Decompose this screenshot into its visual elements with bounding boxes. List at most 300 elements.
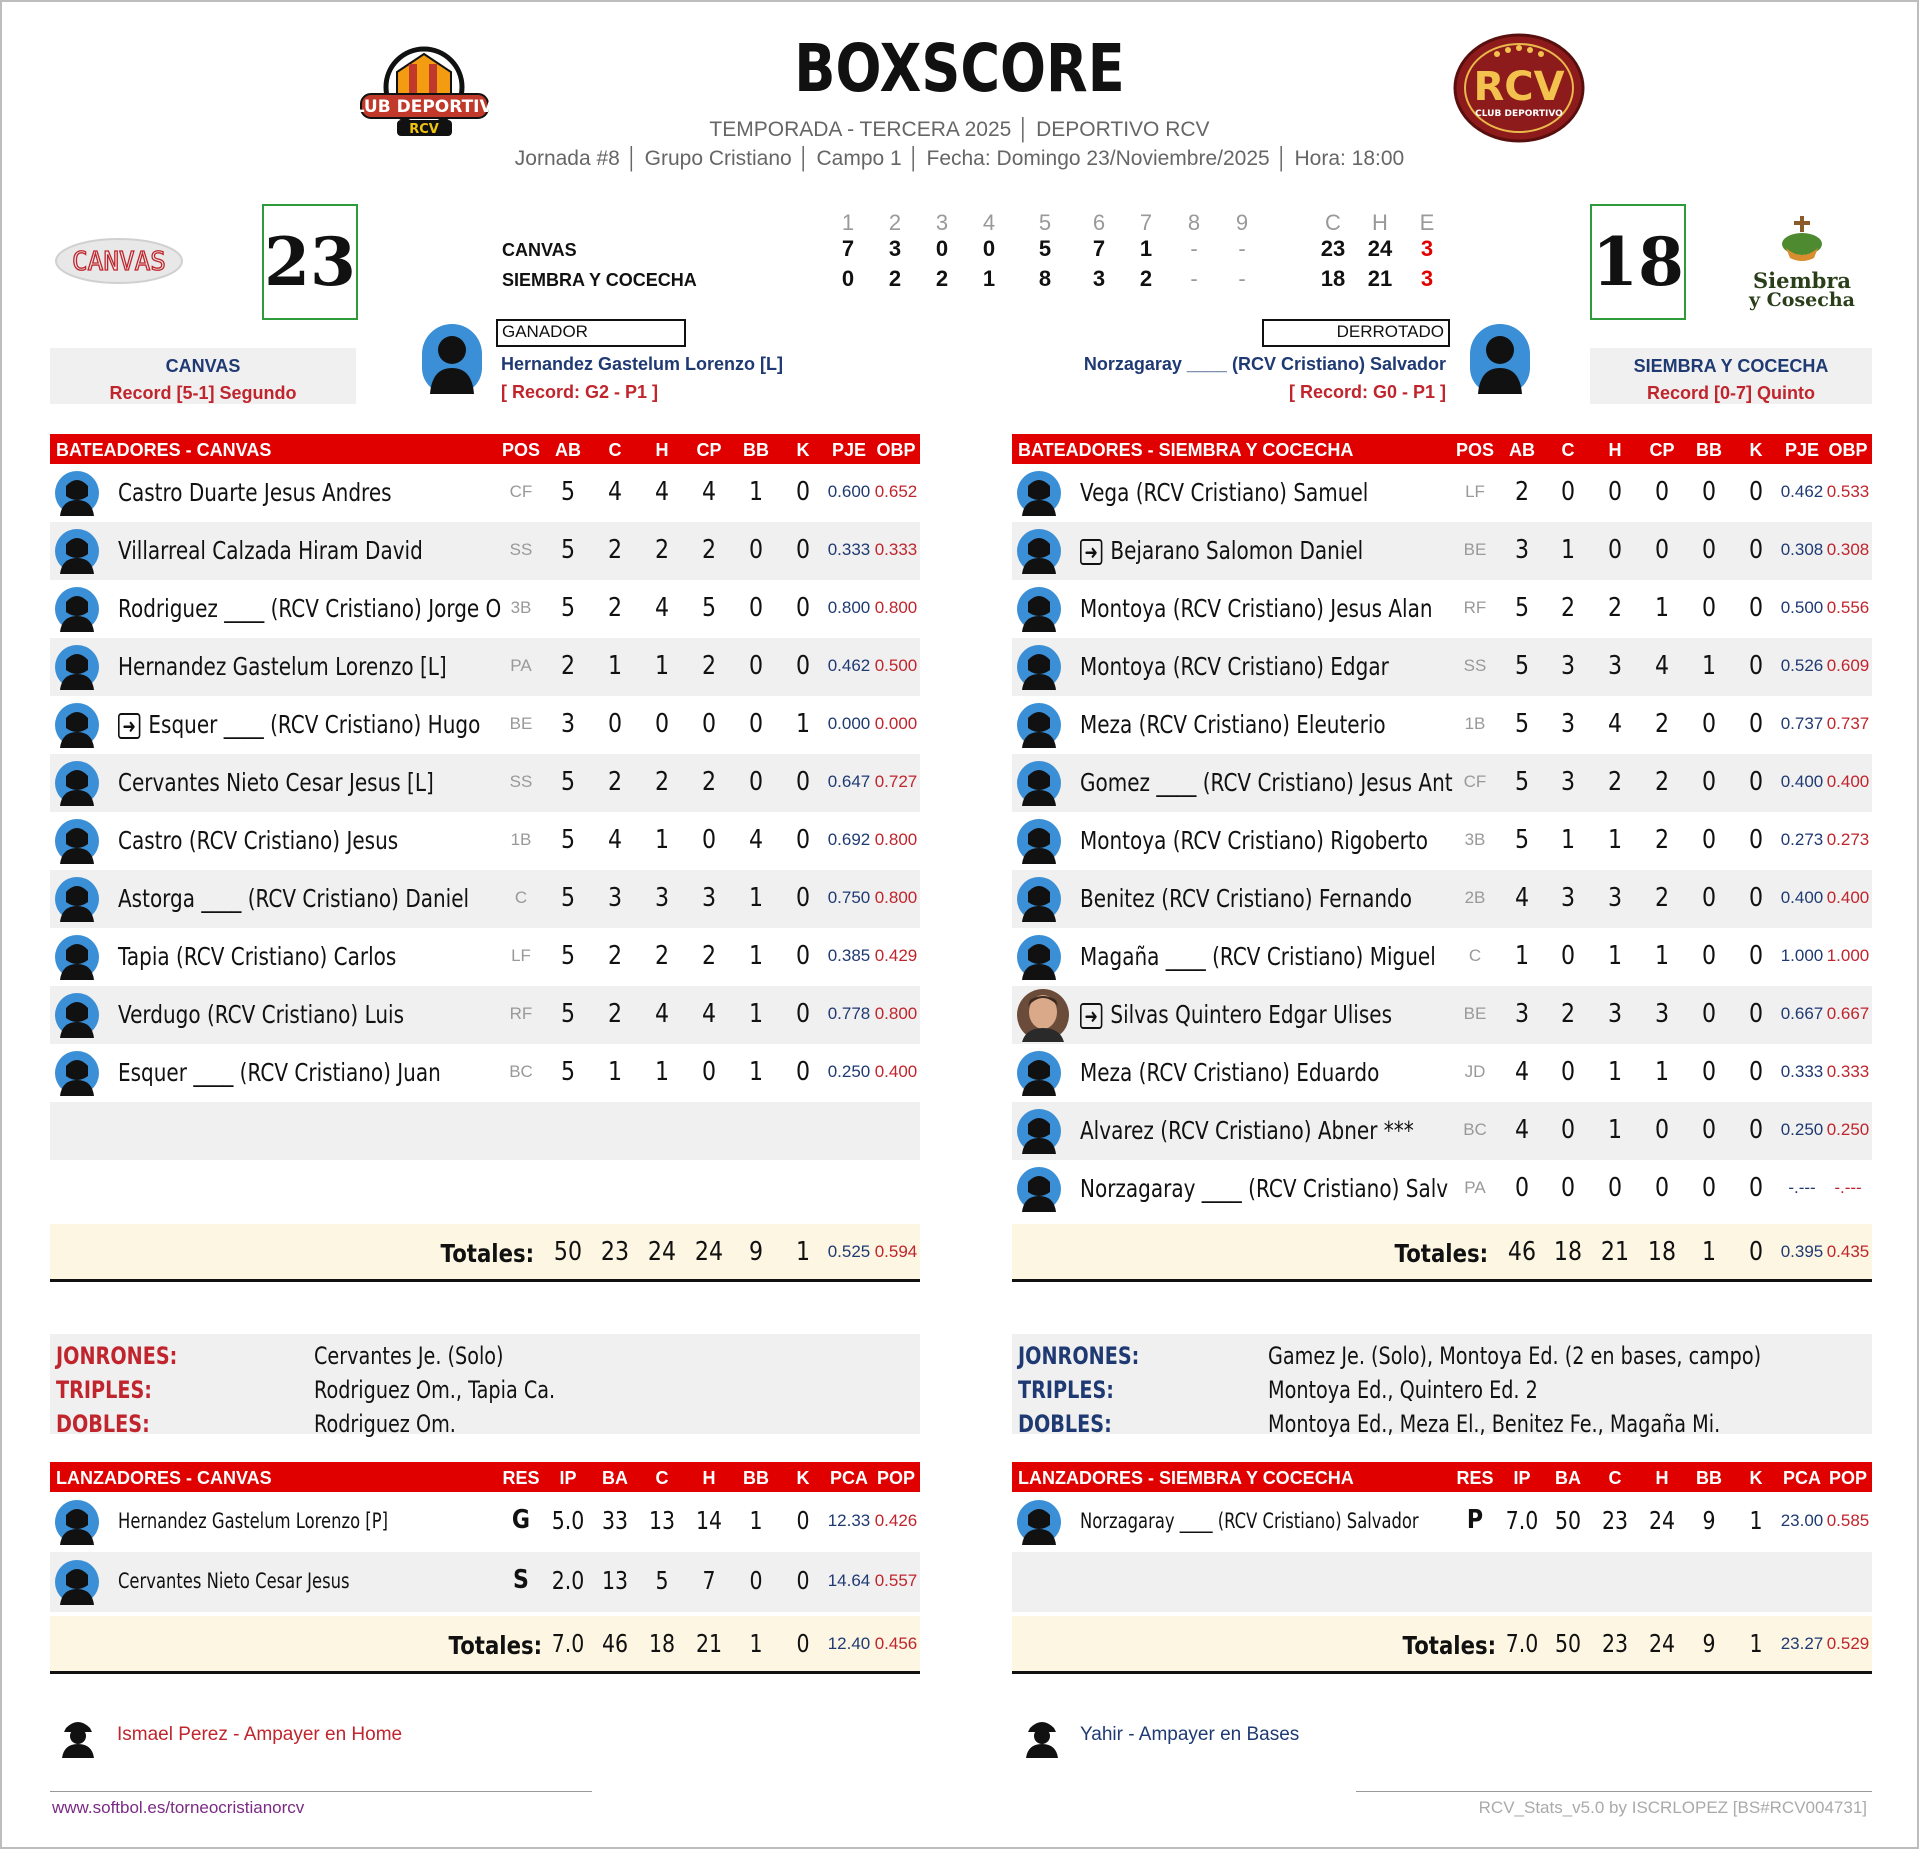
- stat-k: 0: [796, 1566, 810, 1595]
- stat-cp: 0: [1654, 1173, 1670, 1203]
- stat-obp: 0.400: [874, 1062, 918, 1081]
- inning-header: 9: [1235, 210, 1249, 235]
- batter-name: [1080, 768, 1453, 797]
- stat-c: 2: [1560, 999, 1576, 1029]
- winner-label: GANADOR: [496, 319, 686, 347]
- stat-ip: 5.0: [551, 1506, 585, 1535]
- stat-pop: 0.585: [1826, 1511, 1870, 1530]
- stat-c: 0: [1560, 941, 1576, 971]
- stat-h: 1: [654, 825, 670, 855]
- stat-k: 0: [1748, 709, 1764, 739]
- batter-row: [1012, 1160, 1872, 1218]
- stat-h: 4: [1607, 709, 1623, 739]
- stat-ab: 5: [560, 1057, 576, 1087]
- inning-runs: 5: [1038, 236, 1052, 261]
- inning-header: 8: [1187, 210, 1201, 235]
- stat-pos: BE: [1463, 540, 1487, 559]
- column-header-pca: PCA: [1782, 1468, 1821, 1488]
- player-avatar-icon: [54, 876, 100, 922]
- player-avatar-icon: [54, 528, 100, 574]
- batter-row: [1012, 1044, 1872, 1102]
- batter-name: [1080, 652, 1389, 681]
- stat-bb: 0: [1701, 999, 1717, 1029]
- stat-c: 2: [607, 535, 623, 565]
- player-avatar-icon: [54, 1559, 100, 1605]
- batter-row: [1012, 928, 1872, 986]
- stat-cp: 0: [1654, 535, 1670, 565]
- stat-h: 14: [695, 1506, 723, 1535]
- stat-k: 0: [795, 941, 811, 971]
- stat-c: 1: [1560, 535, 1576, 565]
- stat-c: 2: [607, 767, 623, 797]
- column-header-res: RES: [502, 1468, 540, 1488]
- pitcher-name: Hernandez Gastelum Lorenzo [P]: [118, 1509, 388, 1533]
- inning-runs: 7: [1092, 236, 1106, 261]
- stat-ab: 1: [1514, 941, 1530, 971]
- batter-row: [50, 580, 920, 638]
- player-avatar-icon: [54, 760, 100, 806]
- total-obp: 0.594: [874, 1242, 918, 1261]
- stat-ab: 5: [1514, 651, 1530, 681]
- batter-row: [1012, 1102, 1872, 1160]
- stat-h: 3: [1607, 999, 1623, 1029]
- stat-pos: LF: [1465, 482, 1485, 501]
- batter-name-text: Bejarano Salomon Daniel: [1110, 536, 1364, 565]
- linescore-total-c: 18: [1320, 266, 1346, 291]
- inning-runs: 2: [1139, 266, 1153, 291]
- inning-header: 3: [935, 210, 949, 235]
- column-header-k: K: [796, 1468, 810, 1488]
- stat-pos: 3B: [510, 598, 532, 617]
- footer-url[interactable]: www.softbol.es/torneocristianorcv: [52, 1798, 305, 1817]
- stat-h: 4: [654, 999, 670, 1029]
- stat-k: 0: [795, 767, 811, 797]
- stat-ab: 3: [560, 709, 576, 739]
- jonrones-label: JONRONES:: [1018, 1342, 1140, 1370]
- stat-k: 0: [795, 535, 811, 565]
- stat-obp: 0.000: [874, 714, 918, 733]
- pitching_left-header: [50, 1462, 920, 1492]
- stat-c: 3: [1560, 883, 1576, 913]
- linescore-total-header: H: [1372, 210, 1388, 235]
- stat-obp: 1.000: [1826, 946, 1870, 965]
- stat-k: 0: [1748, 1057, 1764, 1087]
- stat-k: 0: [795, 883, 811, 913]
- stat-h: 0: [1607, 535, 1623, 565]
- stat-pje: 0.800: [827, 598, 871, 617]
- empty-row: [50, 1102, 920, 1160]
- pitcher-row: [50, 1552, 920, 1612]
- stat-pos: BC: [1463, 1120, 1487, 1139]
- stat-h: 1: [1607, 941, 1623, 971]
- dobles-value: Rodriguez Om.: [314, 1410, 456, 1438]
- stat-bb: 0: [748, 767, 764, 797]
- stat-bb: 0: [1701, 535, 1717, 565]
- player-avatar-icon: [1016, 586, 1062, 632]
- batter-name: [1080, 478, 1368, 507]
- triples-value: Montoya Ed., Quintero Ed. 2: [1268, 1376, 1538, 1404]
- pitching_right-header: [1012, 1462, 1872, 1492]
- stat-obp: 0.333: [1826, 1062, 1870, 1081]
- stat-k: 0: [795, 477, 811, 507]
- batter-name: [118, 826, 398, 855]
- stat-pos: BC: [509, 1062, 533, 1081]
- inning-runs: -: [1238, 236, 1246, 261]
- stat-pos: C: [1468, 946, 1482, 965]
- totals-label: Totales:: [1402, 1631, 1496, 1660]
- total-h: 24: [647, 1237, 677, 1267]
- stat-k: 0: [1748, 1173, 1764, 1203]
- stat-bb: 1: [748, 1057, 764, 1087]
- total-ip: 7.0: [1505, 1629, 1539, 1658]
- batter-name-text: Montoya (RCV Cristiano) Rigoberto: [1080, 826, 1428, 855]
- stat-pje: 1.000: [1780, 946, 1824, 965]
- stat-ab: 5: [560, 883, 576, 913]
- stat-obp: 0.400: [1826, 772, 1870, 791]
- batter-row: [50, 464, 920, 522]
- stat-k: 0: [1748, 651, 1764, 681]
- stat-pje: 0.333: [827, 540, 871, 559]
- stat-obp: 0.500: [874, 656, 918, 675]
- stat-pos: CF: [1463, 772, 1487, 791]
- stat-pos: RF: [1463, 598, 1487, 617]
- batter-row: [1012, 870, 1872, 928]
- stat-c: 2: [607, 999, 623, 1029]
- stat-pje: 0.273: [1780, 830, 1824, 849]
- stat-cp: 4: [1654, 651, 1670, 681]
- stat-c: 0: [1560, 1115, 1576, 1145]
- dobles-label: DOBLES:: [56, 1410, 150, 1438]
- pitcher-name: Cervantes Nieto Cesar Jesus: [118, 1569, 350, 1593]
- stat-c: 23: [1601, 1506, 1629, 1535]
- home-score: 23: [262, 204, 358, 320]
- stat-obp: 0.333: [874, 540, 918, 559]
- stat-h: 4: [654, 593, 670, 623]
- stat-bb: 0: [1701, 477, 1717, 507]
- triples-value: Rodriguez Om., Tapia Ca.: [314, 1376, 556, 1404]
- svg-text:RCV: RCV: [1473, 64, 1565, 110]
- batter-name: [118, 1000, 404, 1029]
- dobles-label: DOBLES:: [1018, 1410, 1112, 1438]
- player-avatar-icon: [1016, 470, 1062, 516]
- stat-bb: 0: [749, 1566, 763, 1595]
- stat-pje: 0.400: [1780, 888, 1824, 907]
- column-header-pje: PJE: [831, 440, 867, 460]
- column-header-res: RES: [1456, 1468, 1494, 1488]
- stat-c: 3: [1560, 767, 1576, 797]
- column-header-ip: IP: [559, 1468, 577, 1488]
- total-ba: 46: [601, 1629, 629, 1658]
- stat-h: 3: [654, 883, 670, 913]
- total-k: 1: [795, 1237, 811, 1267]
- stat-obp: 0.400: [1826, 888, 1870, 907]
- stat-cp: 2: [701, 767, 717, 797]
- batter-row: [50, 696, 920, 754]
- inning-runs: 1: [982, 266, 996, 291]
- column-header-ip: IP: [1513, 1468, 1531, 1488]
- stat-c: 13: [648, 1506, 676, 1535]
- stat-h: 0: [1607, 477, 1623, 507]
- stat-k: 0: [1748, 767, 1764, 797]
- total-bb: 9: [748, 1237, 764, 1267]
- stat-ab: 5: [560, 999, 576, 1029]
- batter-name: [118, 536, 423, 565]
- stat-k: 0: [1748, 825, 1764, 855]
- stat-pje: 0.250: [827, 1062, 871, 1081]
- stat-k: 0: [795, 651, 811, 681]
- linescore-total-header: C: [1325, 210, 1341, 235]
- substitution-arrow-icon: ➜: [118, 713, 140, 739]
- pitcher-name: Norzagaray ____ (RCV Cristiano) Salvador: [1080, 1509, 1419, 1533]
- stat-bb: 1: [1701, 651, 1717, 681]
- column-header-k: K: [796, 440, 810, 460]
- batter-name: [1080, 884, 1412, 913]
- batter-name-text: Montoya (RCV Cristiano) Jesus Alan: [1080, 594, 1433, 623]
- player-avatar-icon: [54, 1499, 100, 1545]
- column-header-h: H: [1655, 1468, 1669, 1488]
- stat-bb: 0: [748, 709, 764, 739]
- column-header-k: K: [1749, 440, 1763, 460]
- stat-ab: 5: [560, 825, 576, 855]
- stat-c: 1: [607, 1057, 623, 1087]
- batter-name: [1080, 710, 1386, 739]
- stat-pje: 0.462: [1780, 482, 1824, 501]
- player-avatar-icon: [1016, 760, 1062, 806]
- stat-ba: 50: [1554, 1506, 1582, 1535]
- column-header-k: K: [1749, 1468, 1763, 1488]
- stat-c: 3: [1560, 651, 1576, 681]
- column-header-bb: BB: [743, 1468, 769, 1488]
- stat-pos: BE: [509, 714, 533, 733]
- stat-k: 0: [1748, 941, 1764, 971]
- stat-pop: 0.557: [874, 1571, 918, 1590]
- player-avatar-icon: [1016, 934, 1062, 980]
- batter-name: [118, 942, 396, 971]
- stat-c: 4: [607, 825, 623, 855]
- linescore-total-h: 24: [1367, 236, 1393, 261]
- total-c: 23: [600, 1237, 630, 1267]
- batter-name-text: Verdugo (RCV Cristiano) Luis: [118, 1000, 405, 1029]
- stat-obp: 0.800: [874, 1004, 918, 1023]
- stat-bb: 1: [748, 999, 764, 1029]
- player-avatar-icon: [1016, 1108, 1062, 1154]
- batter-row: [50, 986, 920, 1044]
- stat-pje: 0.000: [827, 714, 871, 733]
- total-pca: 23.27: [1780, 1634, 1824, 1653]
- stat-pca: 12.33: [827, 1511, 871, 1530]
- stat-ab: 5: [560, 477, 576, 507]
- total-cp: 24: [694, 1237, 724, 1267]
- stat-c: 0: [1560, 1173, 1576, 1203]
- inning-runs: 2: [935, 266, 949, 291]
- column-header-c: C: [1608, 1468, 1622, 1488]
- table-title: LANZADORES - SIEMBRA Y COCECHA: [1018, 1468, 1354, 1488]
- stat-bb: 1: [748, 477, 764, 507]
- stat-cp: 1: [1654, 1057, 1670, 1087]
- table-title: BATEADORES - SIEMBRA Y COCECHA: [1018, 440, 1354, 460]
- inning-runs: 0: [982, 236, 996, 261]
- total-ab: 50: [553, 1237, 583, 1267]
- batter-row: [50, 812, 920, 870]
- stat-ab: 2: [1514, 477, 1530, 507]
- column-header-ba: BA: [602, 1468, 628, 1488]
- total-ip: 7.0: [551, 1629, 585, 1658]
- column-header-pos: POS: [501, 440, 540, 460]
- stat-cp: 3: [701, 883, 717, 913]
- right-team-card: [1590, 348, 1872, 404]
- batter-name: [118, 594, 501, 623]
- column-header-bb: BB: [1696, 1468, 1722, 1488]
- stat-obp: 0.800: [874, 888, 918, 907]
- stat-bb: 0: [748, 651, 764, 681]
- inning-header: 6: [1092, 210, 1106, 235]
- stat-pop: 0.426: [874, 1511, 918, 1530]
- linescore-total-c: 23: [1320, 236, 1346, 261]
- player-avatar-icon: [54, 1050, 100, 1096]
- stat-ab: 4: [1514, 1057, 1530, 1087]
- total-c: 23: [1601, 1629, 1629, 1658]
- stat-obp: 0.556: [1826, 598, 1870, 617]
- stat-c: 0: [1560, 1057, 1576, 1087]
- player-avatar-icon: [1016, 644, 1062, 690]
- stat-k: 1: [1749, 1506, 1763, 1535]
- batter-name-text: Vega (RCV Cristiano) Samuel: [1080, 478, 1369, 507]
- stat-ba: 13: [601, 1566, 629, 1595]
- column-header-h: H: [1608, 440, 1622, 460]
- winner-name: Hernandez Gastelum Lorenzo [L]: [501, 354, 784, 374]
- jonrones-label: JONRONES:: [56, 1342, 178, 1370]
- total-cp: 18: [1647, 1237, 1677, 1267]
- bases-umpire-icon: [1022, 1714, 1062, 1758]
- batter-name: [118, 768, 434, 797]
- stat-pje: 0.400: [1780, 772, 1824, 791]
- stat-pos: PA: [1464, 1178, 1486, 1197]
- stat-bb: 0: [1701, 941, 1717, 971]
- linescore-total-h: 21: [1367, 266, 1393, 291]
- total-h: 21: [695, 1629, 723, 1658]
- bases-umpire: Yahir - Ampayer en Bases: [1080, 1724, 1300, 1745]
- stat-obp: 0.737: [1826, 714, 1870, 733]
- stat-ip: 7.0: [1505, 1506, 1539, 1535]
- total-c: 18: [648, 1629, 676, 1658]
- column-header-bb: BB: [1696, 440, 1722, 460]
- table-title: BATEADORES - CANVAS: [56, 440, 272, 460]
- total-pje: 0.395: [1780, 1242, 1824, 1261]
- batter-name-text: Castro (RCV Cristiano) Jesus: [118, 826, 399, 855]
- linescore-total-e: 3: [1420, 236, 1434, 261]
- stat-k: 1: [795, 709, 811, 739]
- total-k: 0: [1748, 1237, 1764, 1267]
- stat-bb: 0: [1701, 593, 1717, 623]
- canvas-logo: [54, 236, 184, 286]
- dobles-value: Montoya Ed., Meza El., Benitez Fe., Magaña Mi.: [1268, 1410, 1721, 1438]
- stat-pje: 0.308: [1780, 540, 1824, 559]
- stat-k: 0: [1748, 1115, 1764, 1145]
- batter-row: [50, 870, 920, 928]
- total-pje: 0.525: [827, 1242, 871, 1261]
- stat-c: 0: [607, 709, 623, 739]
- batter-name-text: Esquer ____ (RCV Cristiano) Juan: [118, 1058, 441, 1087]
- player-photo: [1016, 988, 1070, 1042]
- column-header-cp: CP: [1649, 440, 1675, 460]
- stat-cp: 0: [701, 709, 717, 739]
- batting_left-totals: [50, 1224, 920, 1282]
- stat-pje: 0.647: [827, 772, 871, 791]
- stat-k: 0: [796, 1506, 810, 1535]
- stat-h: 1: [654, 1057, 670, 1087]
- stat-ab: 4: [1514, 883, 1530, 913]
- player-avatar-icon: [1016, 876, 1062, 922]
- triples-label: TRIPLES:: [56, 1376, 152, 1404]
- empty-row: [50, 1160, 920, 1218]
- stat-pos: 1B: [1464, 714, 1486, 733]
- player-avatar-icon: [54, 934, 100, 980]
- svg-text:Siembra: Siembra: [1752, 268, 1852, 293]
- stat-pje: 0.500: [1780, 598, 1824, 617]
- batter-row: [50, 522, 920, 580]
- batter-name-text: Castro Duarte Jesus Andres: [118, 478, 392, 507]
- total-pop: 0.529: [1826, 1634, 1870, 1653]
- svg-text:y Cosecha: y Cosecha: [1749, 289, 1855, 311]
- player-avatar-icon: [54, 818, 100, 864]
- batter-name-text: Rodriguez ____ (RCV Cristiano) Jorge O: [118, 594, 502, 623]
- stat-pje: 0.600: [827, 482, 871, 501]
- batter-row: [1012, 754, 1872, 812]
- stat-pje: 0.333: [1780, 1062, 1824, 1081]
- stat-cp: 4: [701, 477, 717, 507]
- batter-name-text: Silvas Quintero Edgar Ulises: [1110, 1000, 1393, 1029]
- stat-h: 2: [654, 941, 670, 971]
- stat-ab: 0: [1514, 1173, 1530, 1203]
- inning-runs: 0: [935, 236, 949, 261]
- stat-h: 24: [1648, 1506, 1676, 1535]
- season-subtitle: TEMPORADA - TERCERA 2025 │ DEPORTIVO RCV: [709, 118, 1210, 141]
- totals-label: Totales:: [1394, 1239, 1488, 1268]
- stat-cp: 0: [701, 825, 717, 855]
- inning-runs: 3: [888, 236, 902, 261]
- left-team-name: CANVAS: [165, 356, 241, 376]
- stat-h: 2: [654, 535, 670, 565]
- column-header-obp: OBP: [1828, 440, 1868, 460]
- stat-ab: 5: [560, 941, 576, 971]
- pitching_right-totals: [1012, 1616, 1872, 1674]
- stat-h: 7: [702, 1566, 716, 1595]
- stat-bb: 0: [1701, 709, 1717, 739]
- svg-text:CANVAS: CANVAS: [72, 247, 166, 277]
- stat-k: 0: [1748, 593, 1764, 623]
- batter-name-text: Tapia (RCV Cristiano) Carlos: [118, 942, 397, 971]
- loser-avatar: [1470, 324, 1530, 394]
- stat-cp: 2: [1654, 825, 1670, 855]
- stat-pje: 0.737: [1780, 714, 1824, 733]
- stat-k: 0: [1748, 883, 1764, 913]
- batter-name: [1080, 1000, 1392, 1029]
- pitcher-row: [50, 1492, 920, 1552]
- batter-row: [1012, 638, 1872, 696]
- stat-pos: SS: [509, 540, 533, 559]
- stat-obp: -.---: [1834, 1178, 1862, 1197]
- stat-k: 0: [1748, 477, 1764, 507]
- linescore-total-e: 3: [1420, 266, 1434, 291]
- stat-c: 4: [607, 477, 623, 507]
- stat-ab: 5: [560, 535, 576, 565]
- stat-pje: -.---: [1788, 1178, 1816, 1197]
- stat-pca: 14.64: [827, 1571, 871, 1590]
- stat-cp: 2: [1654, 767, 1670, 797]
- stat-obp: 0.652: [874, 482, 918, 501]
- column-header-ba: BA: [1555, 1468, 1581, 1488]
- inning-runs: -: [1190, 266, 1198, 291]
